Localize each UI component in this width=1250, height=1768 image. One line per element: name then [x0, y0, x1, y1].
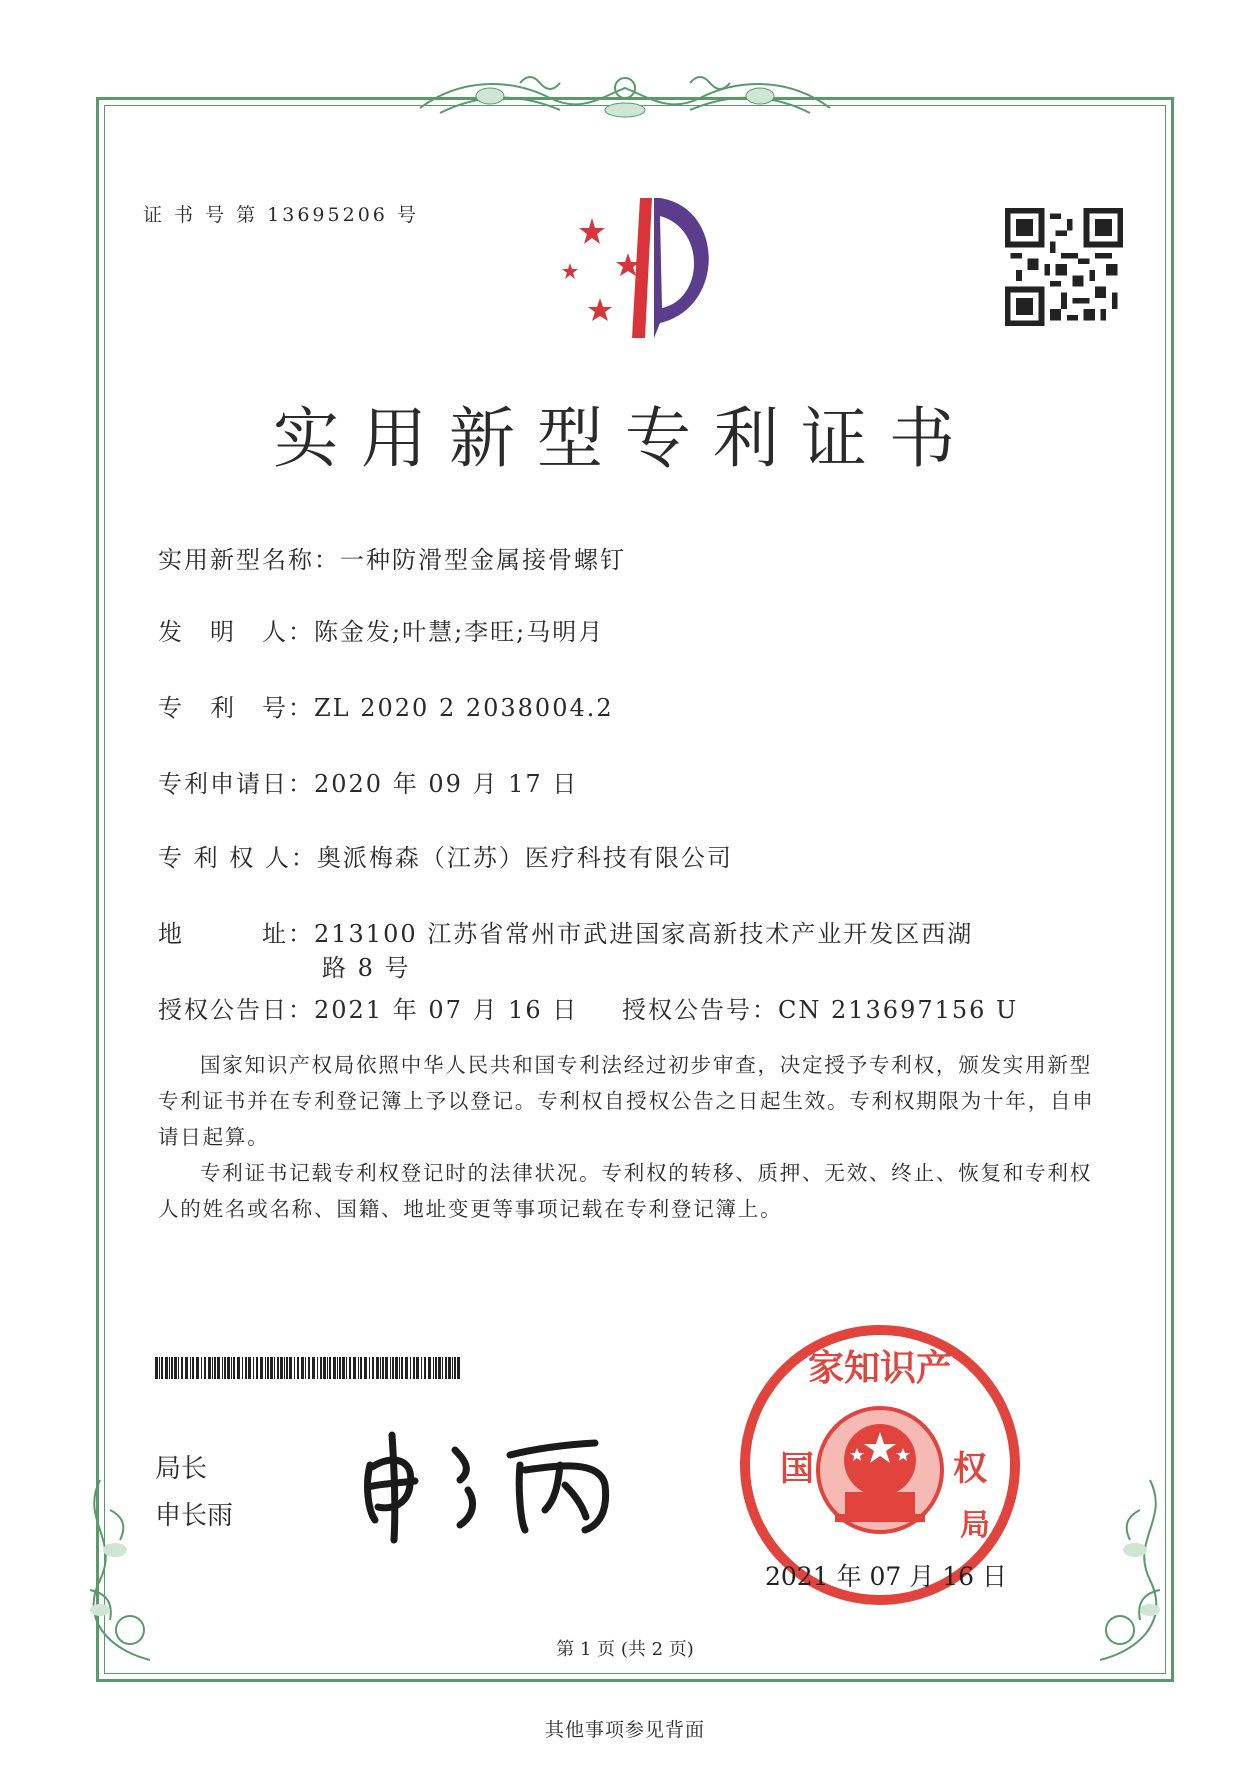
field-grant-date [158, 990, 578, 1025]
address-label: 地 址： [158, 920, 314, 948]
grant-statement-paragraph: 国家知识产权局依照中华人民共和国专利法经过初步审查，决定授予专利权，颁发实用新型专利证书并在专利登记簿上予以登记。专利权自授权公告之日起生效。专利权期限为十年，自申请日起算。 [158, 1053, 1095, 1149]
patentee-label: 专 利 权 人： [158, 844, 317, 872]
svg-text:国: 国 [780, 1449, 814, 1489]
seal-text: 家知识产 [807, 1348, 953, 1389]
address-line-2: 路 8 号 [322, 954, 411, 982]
qr-code-icon [1005, 208, 1123, 326]
application-date-value: 2020 年 09 月 17 日 [314, 770, 579, 798]
legal-status-paragraph: 专利证书记载专利权登记时的法律状况。专利权的转移、质押、无效、终止、恢复和专利权人的姓名或名称、国籍、地址变更等事项记载在专利登记簿上。 [158, 1161, 1092, 1221]
barcode-icon [155, 1357, 465, 1379]
signatory-name: 申长雨 [155, 1501, 234, 1531]
grant-date-label: 授权公告日： [158, 996, 314, 1024]
field-patent-number [158, 688, 614, 723]
grant-number-value: CN 213697156 U [778, 996, 1019, 1024]
inventor-label: 发 明 人： [158, 618, 314, 646]
seal-date: 2021 年 07 月 16 日 [765, 1562, 1007, 1591]
application-date-label: 专利申请日： [158, 770, 314, 798]
signatory-role: 局长 [155, 1454, 208, 1484]
field-grant-number [622, 990, 1018, 1025]
field-utility-model-name [158, 540, 626, 575]
inventor-value: 陈金发;叶慧;李旺;马明月 [314, 618, 605, 646]
top-ornament-icon [400, 68, 850, 123]
svg-text:局: 局 [960, 1508, 990, 1543]
cnipa-logo-icon [540, 188, 740, 343]
field-inventor [158, 612, 604, 647]
certificate-title: 实用新型专利证书 [273, 400, 977, 477]
name-value: 一种防滑型金属接骨螺钉 [340, 546, 626, 574]
signature-image [360, 1425, 630, 1545]
patentee-value: 奥派梅森（江苏）医疗科技有限公司 [316, 844, 733, 872]
field-address [158, 914, 973, 949]
footer-note: 其他事项参见背面 [544, 1719, 705, 1741]
grant-date-value: 2021 年 07 月 16 日 [314, 996, 579, 1024]
name-label: 实用新型名称： [158, 546, 340, 574]
grant-number-label: 授权公告号： [622, 996, 778, 1024]
field-application-date [158, 764, 578, 799]
patent-number-value: ZL 2020 2 2038004.2 [314, 694, 614, 722]
field-patentee [158, 838, 733, 873]
address-line-1: 213100 江苏省常州市武进国家高新技术产业开发区西湖 [314, 920, 974, 948]
page-indicator: 第 1 页 (共 2 页) [556, 1639, 694, 1660]
certificate-number: 证 书 号 第 13695206 号 [143, 204, 419, 226]
patent-number-label: 专 利 号： [158, 694, 314, 722]
svg-text:权: 权 [953, 1449, 987, 1489]
